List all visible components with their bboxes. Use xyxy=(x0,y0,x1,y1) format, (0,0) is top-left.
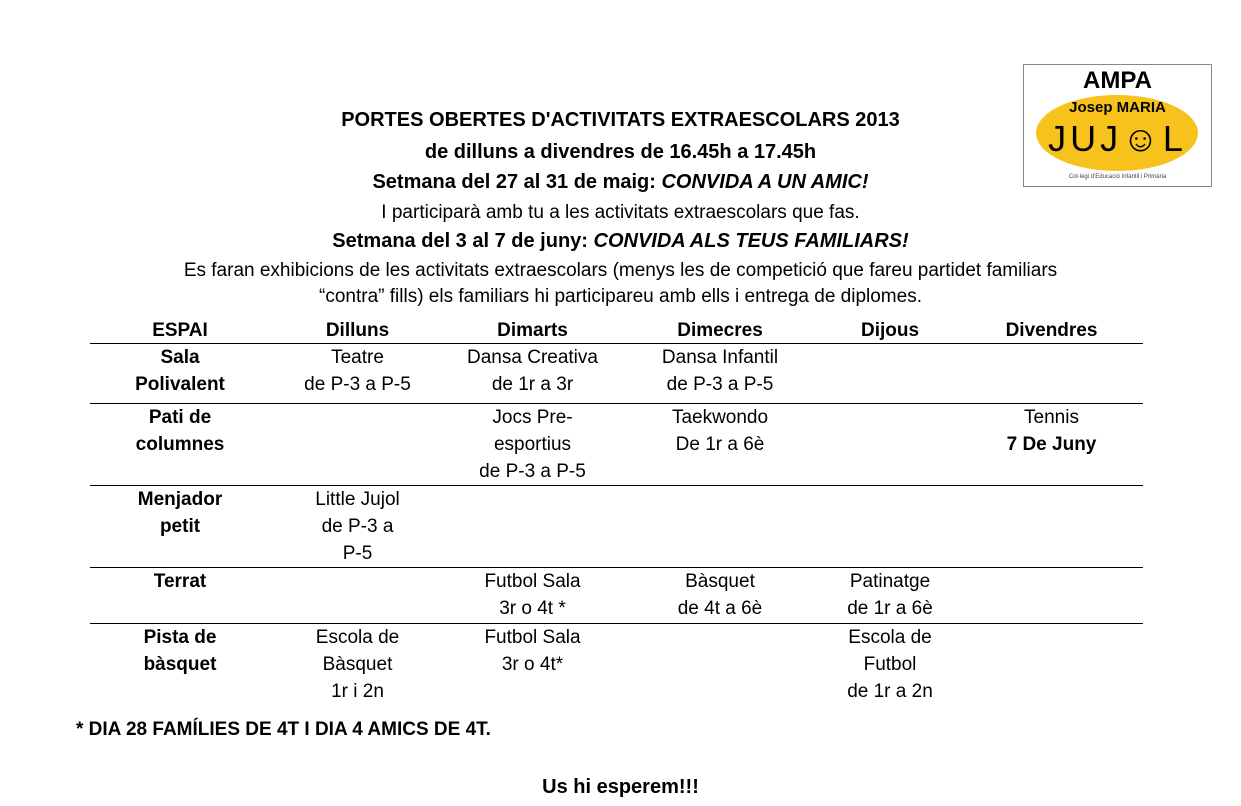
column-header: Dijous xyxy=(820,313,960,344)
cell-line: Dansa Creativa xyxy=(467,347,598,368)
column-header: Dimecres xyxy=(620,313,820,344)
cell-line: de P-3 a P-5 xyxy=(479,461,586,482)
cell-line: Futbol Sala xyxy=(484,571,581,592)
activity-cell xyxy=(445,344,620,404)
activity-cell xyxy=(270,624,445,706)
cell-line: esportius xyxy=(493,434,572,455)
cell-line: petit xyxy=(159,516,201,537)
cell-line: Tennis xyxy=(1024,407,1079,428)
logo-name2: JUJ☺L xyxy=(1048,118,1187,159)
cell-line: Terrat xyxy=(153,571,207,592)
cell-line: de P-3 a P-5 xyxy=(304,374,411,395)
activity-cell xyxy=(960,624,1143,706)
activity-cell xyxy=(620,486,820,568)
cell-line: Patinatge xyxy=(849,571,931,592)
page-title: PORTES OBERTES D'ACTIVITATS EXTRAESCOLARS 2013 xyxy=(341,109,900,131)
activity-cell xyxy=(620,404,820,486)
cell-line: de 4t a 6è xyxy=(677,598,763,619)
week1-text: I participarà amb tu a les activitats extraescolars que fas. xyxy=(381,202,860,223)
activity-cell xyxy=(960,568,1143,624)
cell-line: columnes xyxy=(135,434,225,455)
week2-label: Setmana del 3 al 7 de juny: xyxy=(332,230,594,252)
logo-name1: Josep MARIA xyxy=(1069,99,1166,116)
activity-cell xyxy=(270,404,445,486)
activity-cell xyxy=(445,568,620,624)
table-row xyxy=(90,624,1143,706)
activity-cell xyxy=(445,404,620,486)
activity-cell xyxy=(820,404,960,486)
week1-label: Setmana del 27 al 31 de maig: xyxy=(372,171,662,193)
column-header: Dimarts xyxy=(445,313,620,344)
logo-ampa: AMPA xyxy=(1083,67,1152,94)
week2-text1: Es faran exhibicions de les activitats extraescolars (menys les de competició que fareu partidet familiars xyxy=(183,260,1058,281)
cell-line: Menjador xyxy=(137,489,223,510)
cell-line: 3r o 4t * xyxy=(499,598,566,619)
week1-heading xyxy=(0,170,1241,194)
logo-subtitle: Col·legi d'Educació Infantil i Primària xyxy=(1068,174,1167,180)
activity-cell xyxy=(445,486,620,568)
table-row xyxy=(90,404,1143,486)
activity-cell xyxy=(445,624,620,706)
cell-line: 7 De Juny xyxy=(1006,434,1097,455)
activity-cell xyxy=(960,404,1143,486)
cell-line: Escola de xyxy=(848,627,932,648)
cell-line: Escola de xyxy=(315,627,400,648)
cell-line: Polivalent xyxy=(135,374,225,395)
column-header: Divendres xyxy=(960,313,1143,344)
cell-line: Sala xyxy=(160,347,200,368)
activity-cell xyxy=(620,624,820,706)
cell-line: de 1r a 6è xyxy=(847,598,933,619)
activity-cell xyxy=(820,624,960,706)
closing: Us hi esperem!!! xyxy=(542,776,699,798)
cell-line: Little Jujol xyxy=(315,489,400,510)
cell-line: Dansa Infantil xyxy=(661,347,779,368)
cell-line: Taekwondo xyxy=(671,407,769,428)
cell-line: de P-3 a xyxy=(321,516,394,537)
hours: de dilluns a divendres de 16.45h a 17.45h xyxy=(424,141,817,163)
cell-line: Pista de xyxy=(143,627,217,648)
cell-line: Teatre xyxy=(331,347,384,368)
activity-cell xyxy=(270,568,445,624)
activity-cell xyxy=(620,344,820,404)
cell-line: Futbol Sala xyxy=(484,627,581,648)
space-cell xyxy=(90,344,270,404)
week2-text2: “contra” fills) els familiars hi participareu amb ells i entrega de diplomes. xyxy=(319,286,922,307)
activity-cell xyxy=(620,568,820,624)
activity-cell xyxy=(270,486,445,568)
cell-line: Pati de xyxy=(148,407,212,428)
activity-cell xyxy=(820,568,960,624)
activity-cell xyxy=(960,344,1143,404)
space-cell xyxy=(90,568,270,624)
table-row xyxy=(90,344,1143,404)
column-header: ESPAI xyxy=(90,313,270,344)
cell-line: Bàsquet xyxy=(322,654,393,675)
activity-cell xyxy=(820,344,960,404)
table-row xyxy=(90,486,1143,568)
cell-line: bàsquet xyxy=(143,654,217,675)
week2-heading xyxy=(0,229,1241,253)
table-row xyxy=(90,568,1143,624)
activity-cell xyxy=(960,486,1143,568)
column-header: Dilluns xyxy=(270,313,445,344)
cell-line: De 1r a 6è xyxy=(675,434,765,455)
cell-line: de 1r a 3r xyxy=(491,374,574,395)
cell-line: Futbol xyxy=(863,654,917,675)
space-cell xyxy=(90,404,270,486)
cell-line: Bàsquet xyxy=(685,571,755,592)
footnote: * DIA 28 FAMÍLIES DE 4T I DIA 4 AMICS DE 4T. xyxy=(76,719,491,740)
week2-call: CONVIDA ALS TEUS FAMILIARS! xyxy=(593,230,909,252)
space-cell xyxy=(90,486,270,568)
cell-line: de 1r a 2n xyxy=(847,681,933,702)
activity-cell xyxy=(820,486,960,568)
cell-line: de P-3 a P-5 xyxy=(666,374,774,395)
week1-call: CONVIDA A UN AMIC! xyxy=(661,171,869,193)
activity-cell xyxy=(270,344,445,404)
cell-line: Jocs Pre- xyxy=(492,407,573,428)
cell-line: P-5 xyxy=(342,543,373,564)
space-cell xyxy=(90,624,270,706)
schedule-table xyxy=(90,313,1143,706)
cell-line: 3r o 4t* xyxy=(501,654,564,675)
cell-line: 1r i 2n xyxy=(331,681,384,702)
